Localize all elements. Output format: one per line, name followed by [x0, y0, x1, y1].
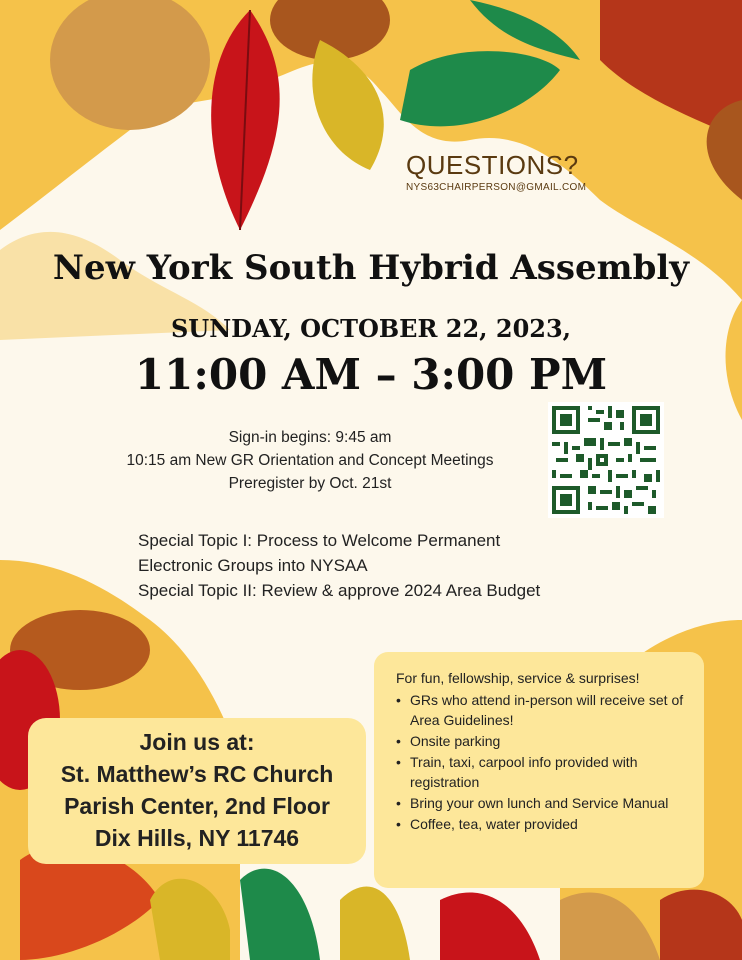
- list-item: [390, 690, 700, 730]
- qr-code-icon[interactable]: [548, 402, 664, 518]
- list-item: [390, 752, 700, 792]
- list-item-text: Onsite parking: [410, 733, 501, 749]
- bullet-icon: •: [396, 692, 401, 708]
- event-date: SUNDAY, OCTOBER 22, 2023,: [170, 314, 572, 343]
- bullet-icon: •: [396, 754, 401, 770]
- extras-box: [374, 652, 704, 888]
- schedule-line: Preregister by Oct. 21st: [228, 475, 392, 492]
- topic-line: Special Topic I: Process to Welcome Permanent: [138, 531, 501, 550]
- location-line: Parish Center, 2nd Floor: [64, 793, 330, 819]
- list-item-text: Coffee, tea, water provided: [410, 816, 578, 832]
- event-title: New York South Hybrid Assembly: [52, 248, 690, 288]
- event-time: 11:00 AM – 3:00 PM: [134, 350, 608, 399]
- list-item-text: Bring your own lunch and Service Manual: [410, 795, 669, 811]
- extras-heading: For fun, fellowship, service & surprises!: [396, 670, 640, 686]
- extras-list: [390, 690, 700, 835]
- questions-label: QUESTIONS?: [406, 150, 579, 180]
- bullet-icon: •: [396, 733, 401, 749]
- list-item: [390, 814, 700, 834]
- topic-line: Electronic Groups into NYSAA: [138, 556, 368, 575]
- topic-line: Special Topic II: Review & approve 2024 Area Budget: [138, 581, 541, 600]
- schedule-line: 10:15 am New GR Orientation and Concept Meetings: [126, 452, 494, 469]
- bullet-icon: •: [396, 816, 401, 832]
- location-line: St. Matthew’s RC Church: [60, 761, 334, 787]
- contact-email[interactable]: NYS63CHAIRPERSON@GMAIL.COM: [406, 182, 587, 193]
- location-box: [28, 718, 366, 864]
- schedule-block: [80, 426, 540, 495]
- location-heading: Join us at:: [139, 729, 255, 755]
- special-topics: [138, 528, 540, 603]
- list-item-text: GRs who attend in-person will receive set of Area Guidelines!: [410, 692, 684, 728]
- schedule-line: Sign-in begins: 9:45 am: [228, 429, 392, 446]
- bullet-icon: •: [396, 795, 401, 811]
- list-item: [390, 731, 700, 751]
- list-item-text: Train, taxi, carpool info provided with registration: [410, 754, 638, 790]
- location-line: Dix Hills, NY 11746: [94, 825, 300, 851]
- list-item: [390, 793, 700, 813]
